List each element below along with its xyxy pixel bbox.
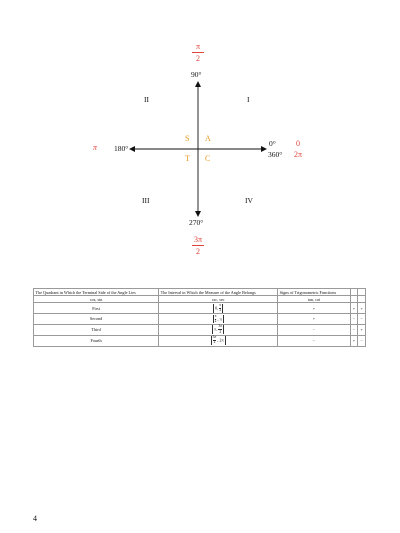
interval-cell [159, 335, 278, 346]
quadrant-cell: Fourth [34, 335, 159, 346]
table-row [34, 324, 366, 335]
quadrant-III-label: III [142, 196, 150, 205]
sign-cell: − [278, 324, 351, 335]
sign-cell: − [358, 335, 366, 346]
quadrant-cell: Third [34, 324, 159, 335]
sign-cell: + [278, 314, 351, 325]
page-number: 4 [33, 514, 37, 523]
interval-frac-den: 2 [219, 329, 222, 334]
subheader-cos-sin: cos, sin [34, 296, 159, 303]
subheader-csc-sec: csc, sec [159, 296, 278, 303]
quadrant-I-label: I [247, 95, 250, 104]
trig-signs-table [33, 288, 366, 347]
quadrant-IV-label: IV [245, 196, 253, 205]
sign-cell: + [278, 303, 351, 314]
interval-frac-den: 2 [213, 340, 216, 345]
quadrant-II-label: II [144, 95, 149, 104]
astc-t-label: T [185, 154, 190, 163]
label-0-rad: 0 [296, 139, 300, 148]
header-quadrant: The Quadrant in Which the Terminal Side of the Angle Lies [34, 289, 159, 296]
fraction-numerator: π [195, 42, 201, 51]
interval-cell [159, 303, 278, 314]
quadrant-cell: First [34, 303, 159, 314]
astc-a-label: A [205, 134, 211, 143]
quadrant-cell: Second [34, 314, 159, 325]
astc-c-label: C [205, 154, 211, 163]
table-header-row [34, 289, 366, 296]
interval-frac-num: 3π [218, 324, 223, 329]
header-empty [358, 289, 366, 296]
header-signs: Signs of Trigonometric Functions [278, 289, 351, 296]
interval-right: , π [217, 316, 222, 322]
interval-frac-den: 2 [214, 318, 217, 323]
header-empty [350, 289, 358, 296]
sign-cell: + [358, 303, 366, 314]
interval-frac-num: 3π [212, 335, 217, 340]
header-interval: The Interval in Which the Measure of the Angle Belongs [159, 289, 278, 296]
table-row [34, 314, 366, 325]
subheader-empty [350, 296, 358, 303]
interval-frac-num: π [219, 302, 222, 307]
label-2pi: 2π [294, 150, 303, 159]
astc-s-label: S [185, 134, 190, 143]
interval-left: π, [214, 326, 218, 332]
table-row [34, 335, 366, 346]
interval-right: , 2π [217, 337, 224, 343]
label-180-deg: 180° [114, 144, 129, 153]
interval-cell [159, 324, 278, 335]
interval-cell [159, 314, 278, 325]
sign-cell: − [350, 324, 358, 335]
fraction-numerator: 3π [193, 235, 203, 244]
table-row [34, 303, 366, 314]
label-0-deg: 0° [269, 139, 276, 148]
label-360-deg: 360° [268, 150, 283, 159]
sign-cell: + [350, 303, 358, 314]
sign-cell: + [358, 324, 366, 335]
subheader-tan-cot: tan, cot [278, 296, 351, 303]
label-90-deg: 90° [191, 70, 202, 79]
label-270-deg: 270° [189, 218, 204, 227]
interval-left: 0, [215, 305, 219, 311]
fraction-denominator: 2 [196, 54, 200, 63]
interval-frac-num: π [214, 313, 217, 318]
3pi-over-2-label [188, 235, 208, 256]
sign-cell: − [358, 314, 366, 325]
table-subheader-row [34, 296, 366, 303]
label-pi: π [93, 143, 98, 152]
pi-over-2-label [188, 42, 208, 63]
subheader-empty [358, 296, 366, 303]
fraction-denominator: 2 [196, 247, 200, 256]
sign-cell: + [350, 335, 358, 346]
sign-cell: − [278, 335, 351, 346]
sign-cell: − [350, 314, 358, 325]
interval-frac-den: 2 [219, 308, 222, 313]
